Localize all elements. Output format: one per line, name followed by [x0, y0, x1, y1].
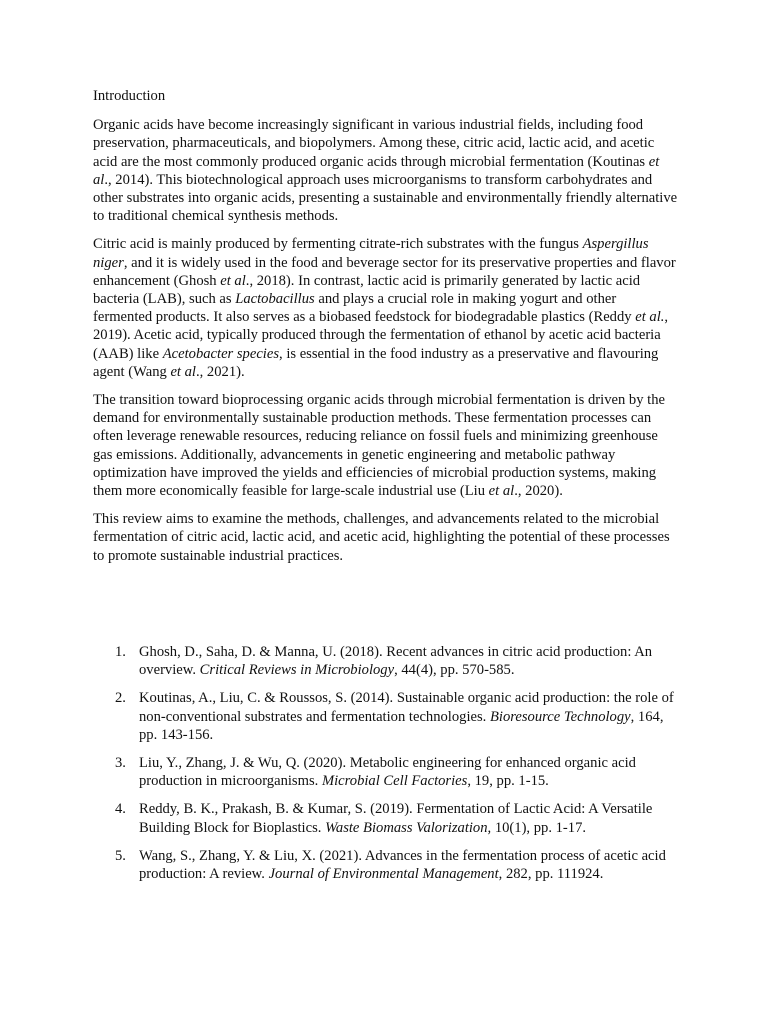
section-heading: Introduction [93, 88, 166, 104]
italic-run: et al [488, 483, 515, 500]
reference-list [93, 643, 678, 893]
text-run: , is essential in the food industry as a preservative and flavouring agent (Wang [93, 345, 659, 380]
text-run: and plays a crucial role in making yogurt and other fermented products. It also serves as a biobased feedstock for biodegradable plastics (Reddy [93, 291, 636, 326]
reference-number: 1. [115, 644, 126, 660]
text-run: ., 2014). This biotechnological approach uses microorganisms to transform carbohydrates and other substrates into organic acids, presenting a sustainable and environmentally friendly alternative to traditional chemical synthesis methods. [93, 171, 678, 225]
reference-item [93, 800, 678, 836]
text-run: Ghosh, D., Saha, D. & Manna, U. (2018). Recent advances in citric acid production: An overview. [139, 644, 653, 679]
text-run: The transition toward bioprocessing organic acids through microbial fermentation is driven by the demand for environmentally sustainable production methods. These fermentation processes can often leverage renewable resources, reducing reliance on fossil fuels and minimizing greenhouse gas emissions. Additionally, advancements in genetic engineering and metabolic pathway optimization have improved the yields and efficiencies of microbial production systems, making them more economically feasible for large-scale industrial use (Liu [93, 392, 665, 500]
text-run: , 19, pp. 1-15. [467, 773, 549, 790]
text-run: Organic acids have become increasingly significant in various industrial fields, including food preservation, pharmaceuticals, and biopolymers. Among these, citric acid, lactic acid, and acetic acid are the most commonly produced organic acids through microbial fermentation (Koutinas [93, 117, 655, 170]
text-run: , 282, pp. 111924. [498, 866, 604, 883]
document-body [93, 87, 678, 575]
journal-title: Microbial Cell Factories [321, 773, 468, 790]
italic-run: Acetobacter species [162, 345, 280, 362]
text-run: , 44(4), pp. 570-585. [394, 662, 515, 679]
reference-item [93, 754, 678, 790]
reference-number: 2. [115, 690, 126, 707]
text-run: , 164, pp. 143-156. [139, 708, 664, 743]
text-run: This review aims to examine the methods, challenges, and advancements related to the microbial fermentation of citric acid, lactic acid, and acetic acid, highlighting the potential of these processes to promote sustainable industrial practices. [93, 511, 670, 564]
reference-item [93, 847, 678, 883]
italic-run: Lactobacillus [235, 291, 315, 308]
text-run: , and it is widely used in the food and beverage sector for its preservative properties and flavor enhancement (Ghosh [93, 254, 676, 289]
journal-title: Critical Reviews in Microbiology [199, 662, 395, 679]
text-run: Wang, S., Zhang, Y. & Liu, X. (2021). Advances in the fermentation process of acetic acid production: A review. [139, 847, 666, 883]
paragraph-2 [93, 235, 678, 381]
journal-title: Bioresource Technology [489, 708, 631, 725]
italic-run: et al [170, 363, 196, 380]
text-run: ., 2018). In contrast, lactic acid is primarily generated by lactic acid bacteria (LAB), such as [93, 272, 641, 308]
text-run: Liu, Y., Zhang, J. & Wu, Q. (2020). Metabolic engineering for enhanced organic acid production in microorganisms. [139, 755, 636, 790]
paragraph-3 [93, 391, 678, 500]
reference-item [93, 643, 678, 679]
text-run: , 2019). Acetic acid, typically produced through the fermentation of ethanol by acetic acid bacteria (AAB) like [93, 309, 669, 362]
italic-run: et al [220, 272, 246, 289]
reference-number: 3. [115, 755, 126, 772]
italic-run: et al. [635, 309, 665, 326]
text-run: Reddy, B. K., Prakash, B. & Kumar, S. (2019). Fermentation of Lactic Acid: A Versatile Building Block for Bioplastics. [139, 801, 653, 836]
journal-title: Journal of Environmental Management [268, 866, 499, 883]
text-run: ., 2021). [195, 363, 245, 380]
reference-number: 4. [115, 801, 126, 818]
journal-title: Waste Biomass Valorization, [325, 819, 492, 836]
italic-run: Aspergillus niger [93, 236, 649, 271]
reference-number: 5. [115, 847, 126, 864]
text-run: Koutinas, A., Liu, C. & Roussos, S. (2014). Sustainable organic acid production: the role of non-conventional substrates and fermentation technologies. [139, 690, 674, 725]
reference-item [93, 689, 678, 744]
paragraph-1 [93, 116, 678, 225]
text-run: Citric acid is mainly produced by fermenting citrate-rich substrates with the fungus [93, 236, 583, 253]
italic-run: et al [93, 153, 660, 188]
text-run: ., 2020). [514, 483, 563, 500]
text-run: 10(1), pp. 1-17. [491, 819, 587, 836]
paragraph-4 [93, 510, 678, 565]
